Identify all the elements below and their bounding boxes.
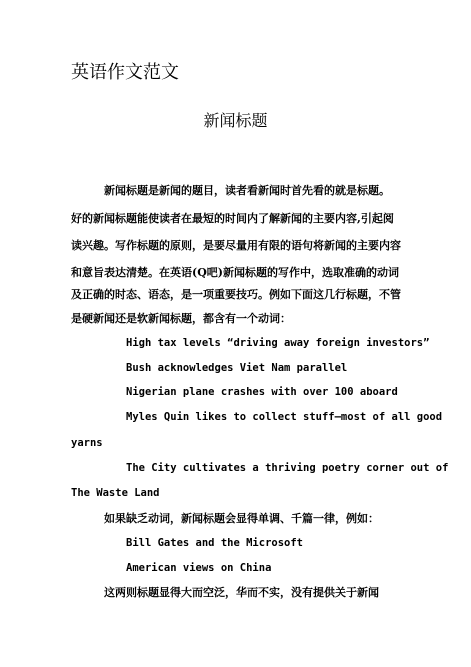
transition-line: 如果缺乏动词，新闻标题会显得单调、千篇一律，例如： bbox=[104, 512, 379, 525]
headline-example: The City cultivates a thriving poetry corner out of bbox=[126, 462, 449, 474]
paragraph-line: 和意旨表达清楚。在英语(Q吧)新闻标题的写作中，选取准确的动词 bbox=[71, 266, 399, 279]
paragraph-line: 及正确的时态、语态，是一项重要技巧。例如下面这几行标题，不管 bbox=[71, 288, 401, 301]
headline-example: Bush acknowledges Viet Nam parallel bbox=[126, 362, 348, 374]
headline-example: Myles Quin likes to collect stuff—most of all good bbox=[126, 411, 443, 423]
headline-example-continuation: yarns bbox=[71, 437, 103, 449]
paragraph-line: 好的新闻标题能使读者在最短的时间内了解新闻的主要内容,引起阅 bbox=[71, 212, 394, 225]
paragraph-line: 是硬新闻还是软新闻标题，都含有一个动词： bbox=[71, 312, 291, 325]
headline-example-continuation: The Waste Land bbox=[71, 487, 160, 499]
paragraph-line: 新闻标题是新闻的题目，读者看新闻时首先看的就是标题。 bbox=[104, 184, 390, 197]
paragraph-line: 读兴趣。写作标题的原则，是要尽量用有限的语句将新闻的主要内容 bbox=[71, 239, 401, 252]
closing-line: 这两则标题显得大而空泛，华而不实，没有提供关于新闻 bbox=[104, 586, 379, 599]
headline-example-no-verb: Bill Gates and the Microsoft bbox=[126, 537, 304, 549]
headline-example: Nigerian plane crashes with over 100 aboard bbox=[126, 386, 398, 398]
document-title: 英语作文范文 bbox=[71, 62, 179, 83]
headline-example-no-verb: American views on China bbox=[126, 562, 272, 574]
headline-example: High tax levels “driving away foreign investors” bbox=[126, 337, 430, 349]
article-heading: 新闻标题 bbox=[203, 111, 268, 130]
